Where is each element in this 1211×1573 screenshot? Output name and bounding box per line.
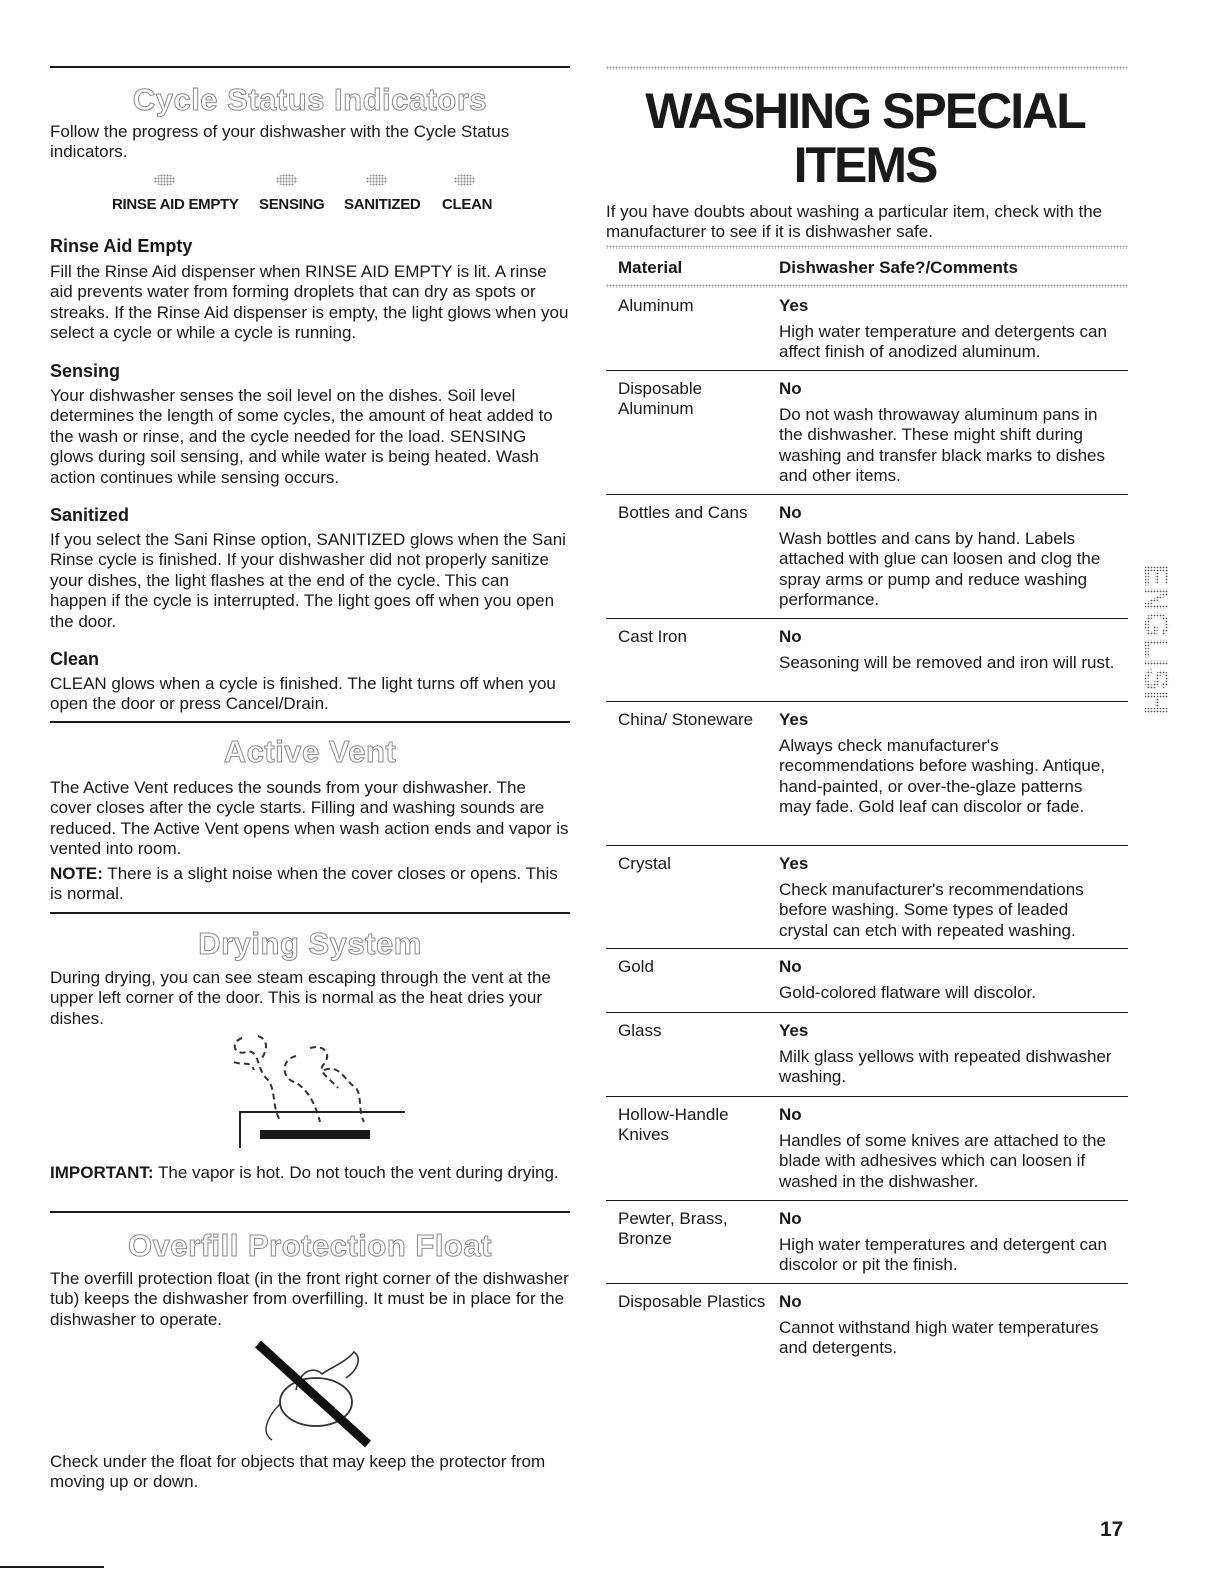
page-number: 17 xyxy=(1100,1518,1124,1541)
important-label: IMPORTANT: xyxy=(50,1163,154,1182)
safe-pewter-brass-bronze: No xyxy=(779,1209,802,1228)
page-title xyxy=(600,84,1130,192)
safe-disposable-aluminum: No xyxy=(779,379,802,398)
safe-glass: Yes xyxy=(779,1021,809,1040)
active-vent-body: The Active Vent reduces the sounds from your dishwasher. The cover closes after the cycle starts. Filling and washing sounds are reduced. The Active Vent opens when wash action ends and vapor is vented into room. xyxy=(50,778,569,859)
side-tab-label: ENGLISH xyxy=(1137,564,1175,716)
row-divider xyxy=(606,1096,1128,1097)
rinse-aid-title: Rinse Aid Empty xyxy=(50,236,193,256)
indicator-rinse-aid-empty: RINSE AID EMPTY xyxy=(112,196,239,213)
title-line-2: ITEMS xyxy=(793,137,937,193)
cycle-status-heading: Cycle Status Indicators xyxy=(132,82,488,117)
drying-important xyxy=(50,1163,570,1183)
row-divider xyxy=(606,494,1128,495)
sensing-title: Sensing xyxy=(50,361,121,381)
material-disposable-aluminum: Disposable Aluminum xyxy=(618,379,703,419)
active-vent-heading: Active Vent xyxy=(223,734,397,769)
comment-china-stoneware: Always check manufacturer's recommendations before washing. Antique, hand-painted, or over-the-glaze patterns may fade. Gold leaf can discolor or fade. xyxy=(779,736,1106,817)
indicator-clean: CLEAN xyxy=(442,196,493,213)
row-divider xyxy=(606,1283,1128,1284)
material-crystal: Crystal xyxy=(618,854,671,873)
row-divider xyxy=(606,845,1128,846)
comment-aluminum: High water temperature and detergents can affect finish of anodized aluminum. xyxy=(779,322,1107,362)
note-text: There is a slight noise when the cover closes or opens. This is normal. xyxy=(50,864,558,904)
comment-glass: Milk glass yellows with repeated dishwasher washing. xyxy=(779,1047,1112,1087)
comment-crystal: Check manufacturer's recommendations before washing. Some types of leaded crystal can etch with repeated washing. xyxy=(779,880,1084,940)
rinse-aid-light-icon xyxy=(154,174,176,186)
material-glass: Glass xyxy=(618,1021,662,1040)
overfill-float-illustration xyxy=(250,1340,380,1450)
clean-body: CLEAN glows when a cycle is finished. The light turns off when you open the door or press Cancel/Drain. xyxy=(50,674,556,714)
rinse-aid-body: Fill the Rinse Aid dispenser when RINSE AID EMPTY is lit. A rinse aid prevents water from forming droplets that can dry as spots or streaks. If the Rinse Aid dispenser is empty, the light glows when you select a cycle or while a cycle is running. xyxy=(50,262,569,343)
comment-disposable-plastics: Cannot withstand high water temperatures and detergents. xyxy=(779,1318,1099,1358)
active-vent-note xyxy=(50,864,570,905)
material-aluminum: Aluminum xyxy=(618,296,694,315)
active-vent-rule xyxy=(50,721,570,723)
material-bottles-cans: Bottles and Cans xyxy=(618,503,748,522)
important-text: The vapor is hot. Do not touch the vent during drying. xyxy=(153,1163,559,1182)
row-divider xyxy=(606,948,1128,949)
clean-title: Clean xyxy=(50,649,100,669)
note-label: NOTE: xyxy=(50,864,103,883)
safe-gold: No xyxy=(779,957,802,976)
indicator-sensing: SENSING xyxy=(259,196,325,213)
sensing-light-icon xyxy=(276,174,298,186)
safe-bottles-cans: No xyxy=(779,503,802,522)
comment-disposable-aluminum: Do not wash throwaway aluminum pans in the dishwasher. These might shift during washing and transfer black marks to dishes and other items. xyxy=(779,405,1105,486)
comment-bottles-cans: Wash bottles and cans by hand. Labels attached with glue can loosen and clog the spray arms or pump and reduce washing performance. xyxy=(779,529,1101,610)
indicator-sanitized: SANITIZED xyxy=(344,196,421,213)
drying-heading: Drying System xyxy=(198,926,422,961)
safe-cast-iron: No xyxy=(779,627,802,646)
row-divider xyxy=(606,370,1128,371)
safe-china-stoneware: Yes xyxy=(779,710,809,729)
row-divider xyxy=(606,618,1128,619)
top-rule-left xyxy=(50,66,570,68)
safe-aluminum: Yes xyxy=(779,296,809,315)
material-cast-iron: Cast Iron xyxy=(618,627,687,646)
comment-cast-iron: Seasoning will be removed and iron will rust. xyxy=(779,653,1115,672)
row-divider xyxy=(606,701,1128,702)
material-hollow-handle-knives: Hollow-Handle Knives xyxy=(618,1105,729,1145)
table-top-rule xyxy=(606,245,1128,249)
footer-mark xyxy=(0,1566,104,1568)
comment-gold: Gold-colored flatware will discolor. xyxy=(779,983,1036,1002)
header-comments: Dishwasher Safe?/Comments xyxy=(779,258,1019,277)
safe-crystal: Yes xyxy=(779,854,809,873)
sensing-body: Your dishwasher senses the soil level on the dishes. Soil level determines the length of some cycles, the amount of heat added to the wash or rinse, and the cycle needed for the load. SENSING glows during soil sensing, and while water is being heated. Wash action continues while sensing occurs. xyxy=(50,386,553,487)
overfill-body: The overfill protection float (in the front right corner of the dishwasher tub) keeps the dishwasher from overfilling. It must be in place for the dishwasher to operate. xyxy=(50,1269,569,1329)
sanitized-body: If you select the Sani Rinse option, SANITIZED glows when the Sani Rinse cycle is finished. If your dishwasher did not properly sanitize your dishes, the light flashes at the end of the cycle. This can happen if the cycle is interrupted. The light goes off when you open the door. xyxy=(50,530,566,631)
overfill-rule xyxy=(50,1211,570,1213)
safe-disposable-plastics: No xyxy=(779,1292,802,1311)
header-material: Material xyxy=(618,258,683,277)
vent-rect xyxy=(260,1130,370,1139)
top-rule-right xyxy=(606,66,1128,70)
table-intro: If you have doubts about washing a particular item, check with the manufacturer to see if it is dishwasher safe. xyxy=(606,202,1103,242)
comment-hollow-handle-knives: Handles of some knives are attached to the blade with adhesives which can loosen if washed in the dishwasher. xyxy=(779,1131,1106,1191)
sanitized-title: Sanitized xyxy=(50,505,130,525)
table-header-rule xyxy=(606,284,1128,288)
steam-vent-illustration xyxy=(220,1030,410,1160)
overfill-heading: Overfill Protection Float xyxy=(128,1228,492,1263)
material-gold: Gold xyxy=(618,957,654,976)
row-divider xyxy=(606,1012,1128,1013)
comment-pewter-brass-bronze: High water temperatures and detergent can discolor or pit the finish. xyxy=(779,1235,1107,1275)
overfill-footer: Check under the float for objects that may keep the protector from moving up or down. xyxy=(50,1452,546,1492)
cycle-status-intro: Follow the progress of your dishwasher with the Cycle Status indicators. xyxy=(50,122,510,162)
safe-hollow-handle-knives: No xyxy=(779,1105,802,1124)
sanitized-light-icon xyxy=(366,174,388,186)
material-pewter-brass-bronze: Pewter, Brass, Bronze xyxy=(618,1209,728,1249)
clean-light-icon xyxy=(454,174,476,186)
title-line-1: WASHING SPECIAL xyxy=(645,83,1085,139)
material-china-stoneware: China/ Stoneware xyxy=(618,710,754,729)
material-disposable-plastics: Disposable Plastics xyxy=(618,1292,766,1311)
row-divider xyxy=(606,1200,1128,1201)
drying-rule xyxy=(50,912,570,914)
drying-body: During drying, you can see steam escaping through the vent at the upper left corner of the door. This is normal as the heat dries your dishes. xyxy=(50,968,551,1028)
english-side-tab xyxy=(1137,560,1186,760)
